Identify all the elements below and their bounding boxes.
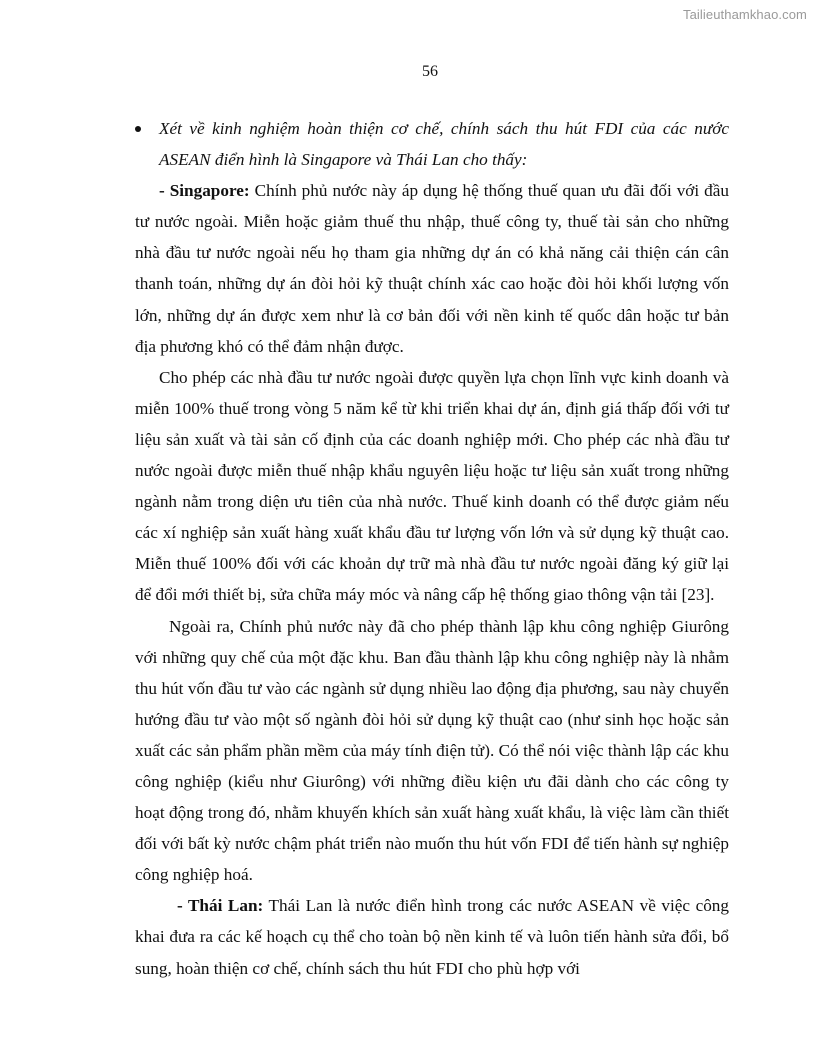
page-number: 56: [422, 63, 438, 80]
thailand-heading: - Thái Lan:: [177, 896, 264, 916]
paragraph-3: Ngoài ra, Chính phủ nước này đã cho phép thành lập khu công nghiệp Giurông với những quy chế của một đặc khu. Ban đầu thành lập khu công nghiệp này là nhằm thu hút vốn đầu tư vào các ngành sử dụng nhiều lao động địa phương, sau này chuyển hướng đầu tư vào một số ngành đòi hỏi sử dụng kỹ thuật cao (như sinh học hoặc sản xuất các sản phẩm phần mềm của máy tính điện tử). Có thể nói việc thành lập các khu công nghiệp (kiểu như Giurông) với những điều kiện ưu đãi dành cho các công ty hoạt động trong đó, nhằm khuyến khích sản xuất hàng xuất khẩu, là việc làm cần thiết đối với bất kỳ nước chậm phát triển nào muốn thu hút vốn FDI để tiến hành sự nghiệp công nghiệp hoá.: [135, 616, 729, 885]
document-body: [135, 113, 729, 984]
bullet-intro: [135, 113, 729, 175]
singapore-text: Chính phủ nước này áp dụng hệ thống thuế quan ưu đãi đối với đầu tư nước ngoài. Miễn hoặc giảm thuế thu nhập, thuế công ty, thuế tài sản cho những nhà đầu tư nước ngoài nếu họ tham gia những dự án có khả năng cải thiện cán cân thanh toán, những dự án đòi hỏi kỹ thuật chính xác cao hoặc đòi hỏi khối lượng vốn lớn, những dự án được xem như là cơ bản đối với nền kinh tế quốc dân hoặc tư bản địa phương khó có thể đảm nhận được.: [135, 181, 729, 356]
bullet-dot-icon: [135, 126, 141, 132]
thailand-text: Thái Lan là nước điển hình trong các nước ASEAN về việc công khai đưa ra các kế hoạch cụ thể cho toàn bộ nền kinh tế và luôn tiến hành sửa đổi, bổ sung, hoàn thiện cơ chế, chính sách thu hút FDI cho phù hợp với: [135, 896, 729, 978]
singapore-heading: - Singapore:: [159, 181, 250, 201]
singapore-paragraph: [135, 175, 729, 362]
watermark: Tailieuthamkhao.com: [682, 7, 807, 22]
thailand-paragraph: [135, 890, 729, 983]
paragraph-2: Cho phép các nhà đầu tư nước ngoài được quyền lựa chọn lĩnh vực kinh doanh và miễn 100% thuế trong vòng 5 năm kể từ khi triển khai dự án, định giá thấp đối với tư liệu sản xuất và tài sản cố định của các doanh nghiệp mới. Cho phép các nhà đầu tư nước ngoài được miễn thuế nhập khẩu nguyên liệu hoặc tư liệu sản xuất trong những ngành nằm trong diện ưu tiên của nhà nước. Thuế kinh doanh có thể được giảm nếu các xí nghiệp sản xuất hàng xuất khẩu đầu tư lượng vốn lớn và sử dụng kỹ thuật cao. Miễn thuế 100% đối với các khoản dự trữ mà nhà đầu tư nước ngoài đăng ký giữ lại để đổi mới thiết bị, sửa chữa máy móc và nâng cấp hệ thống giao thông vận tải [23].: [135, 367, 729, 605]
bullet-intro-text: Xét về kinh nghiệm hoàn thiện cơ chế, chính sách thu hút FDI của các nước ASEAN điển hình là Singapore và Thái Lan cho thấy:: [159, 119, 729, 170]
